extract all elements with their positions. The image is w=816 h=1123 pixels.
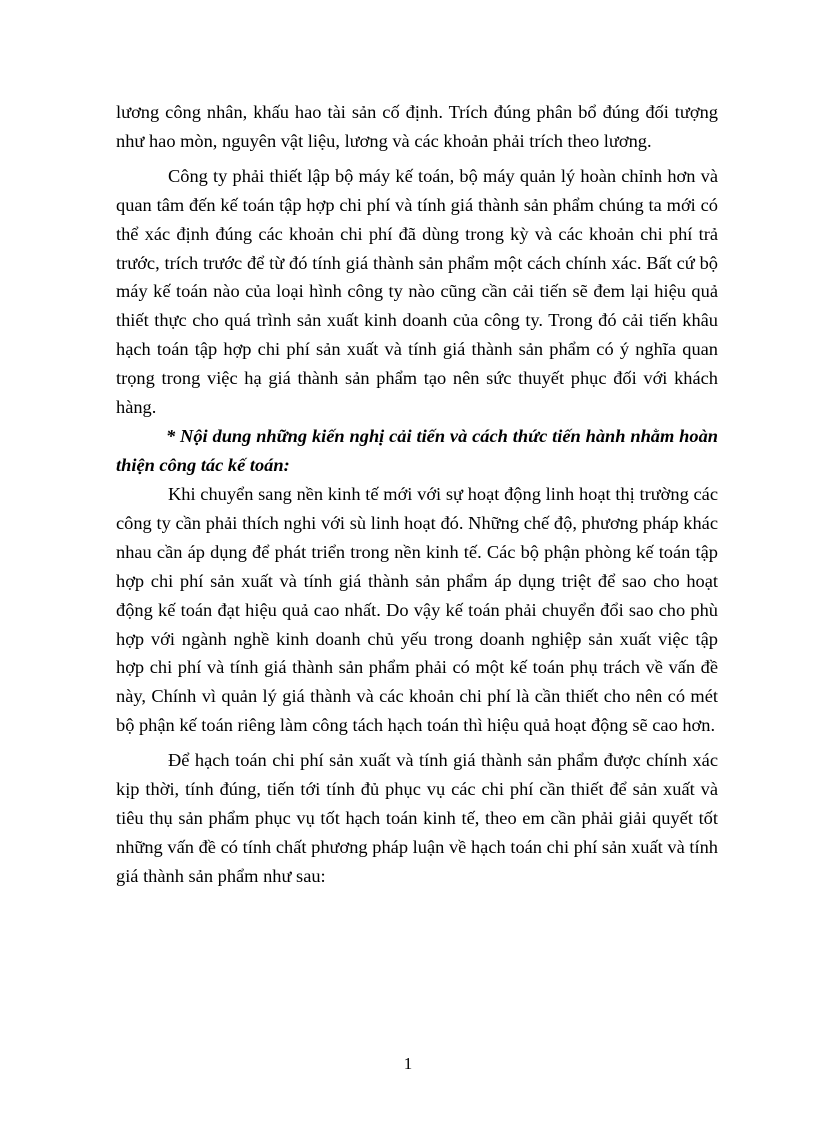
paragraph-continuation: lương công nhân, khấu hao tài sản cố định. Trích đúng phân bổ đúng đối tượng như hao mòn, nguyên vật liệu, lương và các khoản phải trích theo lương. [116, 102, 718, 151]
paragraph-cost-accounting: Để hạch toán chi phí sản xuất và tính giá thành sản phẩm được chính xác kịp thời, tính đúng, tiến tới tính đủ phục vụ các chi phí cần thiết để sản xuất và tiêu thụ sản phẩm phục vụ tốt hạch toán kinh tế, theo em cần phải giải quyết tốt những vấn đề có tính chất phương pháp luận về hạch toán chi phí sản xuất và tính giá thành sản phẩm như sau: [116, 750, 718, 886]
document-body [116, 98, 718, 891]
page-number: 1 [403, 1054, 413, 1073]
section-heading: * Nội dung những kiến nghị cải tiến và cách thức tiến hành nhằm hoàn thiện công tác kế toán: [116, 425, 718, 475]
paragraph-market-economy: Khi chuyển sang nền kinh tế mới với sự hoạt động linh hoạt thị trường các công ty cần phải thích nghi với sù linh hoạt đó. Những chế độ, phương pháp khác nhau cần áp dụng để phát triển trong nền kinh tế. Các bộ phận phòng kế toán tập hợp chi phí sản xuất và tính giá thành sản phẩm áp dụng triệt để sao cho hoạt động kế toán đạt hiệu quả cao nhất. Do vậy kế toán phải chuyển đổi sao cho phù hợp với ngành nghề kinh doanh chủ yếu trong doanh nghiệp sản xuất việc tập hợp chi phí và tính giá thành sản phẩm phải có một kế toán phụ trách về vấn đề này, Chính vì quản lý giá thành và các khoản chi phí là cần thiết cho nên có mét bộ phận kế toán riêng làm công tách hạch toán thì hiệu quả hoạt động sẽ cao hơn. [116, 483, 718, 736]
paragraph-accounting-system: Công ty phải thiết lập bộ máy kế toán, bộ máy quản lý hoàn chỉnh hơn và quan tâm đến kế toán tập hợp chi phí và tính giá thành sản phẩm chúng ta mới có thể xác định đúng các khoản chi phí đã dùng trong kỳ và các khoản chi phí trả trước, trích trước để từ đó tính giá thành sản phẩm một cách chính xác. Bất cứ bộ máy kế toán nào của loại hình công ty nào cũng cần cải tiến sẽ đem lại hiệu quả thiết thực cho quá trình sản xuất kinh doanh của công ty. Trong đó cải tiến khâu hạch toán tập hợp chi phí sản xuất và tính giá thành sản phẩm có ý nghĩa quan trọng trong việc hạ giá thành sản phẩm tạo nên sức thuyết phục đối với khách hàng. [116, 165, 718, 418]
